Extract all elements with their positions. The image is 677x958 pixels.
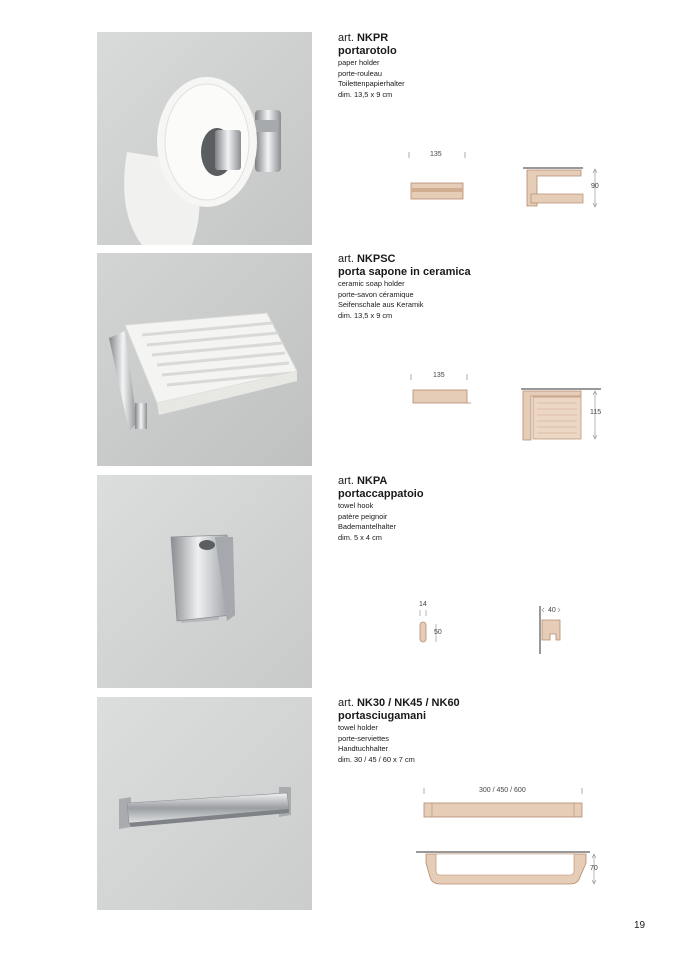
- dimensions: dim. 13,5 x 9 cm: [338, 310, 393, 320]
- height-label: 90: [591, 183, 599, 190]
- technical-drawing-soap-holder: [405, 370, 605, 445]
- product-photo-towel-hook: [97, 475, 312, 688]
- height-label: 115: [590, 409, 602, 416]
- name-german: Seifenschale aus Keramik: [338, 300, 424, 310]
- technical-drawing-paper-holder: [405, 148, 605, 218]
- article-code: art. NKPA: [338, 475, 388, 487]
- product-name: portasciugamani: [338, 710, 427, 722]
- height-label: 70: [590, 865, 598, 872]
- item-info-soap-holder: [338, 253, 638, 321]
- width-label: 135: [433, 372, 445, 379]
- width-label: 300 / 450 / 600: [479, 787, 526, 794]
- name-english: towel hook: [338, 501, 374, 510]
- dimensions: dim. 5 x 4 cm: [338, 532, 382, 542]
- width-label: 135: [430, 151, 442, 158]
- technical-drawing-towel-holder: [410, 785, 610, 890]
- width-label: 14: [419, 601, 427, 608]
- dimensions: dim. 13,5 x 9 cm: [338, 89, 393, 99]
- name-german: Bademantelhalter: [338, 522, 396, 532]
- dimensions: dim. 30 / 45 / 60 x 7 cm: [338, 754, 415, 764]
- item-info-paper-holder: [338, 32, 638, 100]
- name-english: towel holder: [338, 723, 378, 732]
- name-french: porte-serviettes: [338, 733, 389, 743]
- product-name: porta sapone in ceramica: [338, 266, 471, 278]
- product-name: portarotolo: [338, 45, 397, 57]
- item-info-towel-holder: [338, 697, 638, 765]
- name-english: ceramic soap holder: [338, 279, 405, 288]
- name-french: porte-rouleau: [338, 68, 382, 78]
- name-french: patère peignoir: [338, 511, 388, 521]
- product-photo-towel-holder: [97, 697, 312, 910]
- product-photo-paper-holder: [97, 32, 312, 245]
- item-info-towel-hook: [338, 475, 638, 543]
- height-label: 50: [434, 629, 442, 636]
- article-code: art. NK30 / NK45 / NK60: [338, 697, 460, 709]
- article-code: art. NKPSC: [338, 253, 396, 265]
- name-french: porte-savon céramique: [338, 289, 414, 299]
- product-photo-soap-holder: [97, 253, 312, 466]
- article-code: art. NKPR: [338, 32, 389, 44]
- product-name: portaccappatoio: [338, 488, 424, 500]
- name-english: paper holder: [338, 58, 380, 67]
- name-german: Toilettenpapierhalter: [338, 79, 405, 89]
- name-german: Handtuchhalter: [338, 744, 389, 754]
- depth-label: 40: [548, 607, 556, 614]
- page-number: 19: [634, 920, 646, 931]
